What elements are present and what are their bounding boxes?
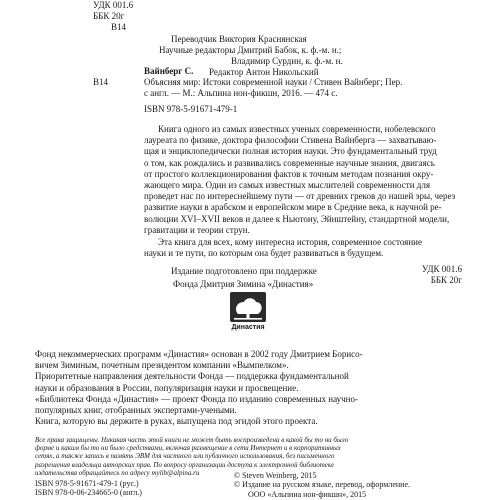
foundation-line: вичем Зиминым, почетным президентом компании «Вымпелком».: [35, 360, 289, 371]
annotation-paragraph-1: [144, 124, 455, 236]
foundation-line: Книга, которую вы держите в руках, выпущена под эгидой этого проекта.: [35, 416, 318, 427]
tree-icon: [224, 292, 272, 322]
logo-label: Династия: [231, 324, 265, 331]
rights-line: Все права защищены. Никакая часть этой книги не может быть воспроизведена в какой бы то ни было: [35, 436, 349, 444]
catalog-author: Вайнберг С.: [144, 66, 194, 76]
bbk-code-right: ББК 20г: [430, 275, 462, 286]
foundation-line: популярных книг, отобранных экспертами-учеными.: [35, 405, 237, 416]
rights-line: сетях, а также запись в память ЭВМ для частного или публичного использования, без письменного: [35, 452, 335, 461]
dynasty-logo: [224, 292, 272, 336]
annotation-line: от простого коллекционирования фактов к точным методам познания окру-: [144, 168, 434, 179]
annotation-line: развитие науки в арабском и европейском мире в Средние века, к научной ре-: [144, 202, 442, 213]
catalog-description-line: Объясняя мир: Истоки современной науки / Стивен Вайнберг; Пер.: [144, 77, 403, 87]
foundation-text: [35, 349, 363, 427]
isbn-english: ISBN 978-0-06-234665-0 (англ.): [35, 488, 142, 498]
rights-line: издательства обращайтесь по адресу mylib@alpina.ru: [35, 468, 200, 477]
bbk-code-top: ББК 20г: [93, 11, 125, 21]
copyright-block: [234, 471, 410, 499]
annotation-line: волюции XVI–XVII веков и далее к Ньютону, Эйнштейну, стандартной модели,: [144, 213, 450, 224]
copyright-line: ООО «Альпина нон-фикшн», 2015: [248, 489, 367, 499]
annotation-line: гравитации и теории струн.: [144, 224, 250, 235]
annotation-line: науки и те пути, по которым она будет развиваться в будущем.: [144, 248, 384, 259]
rights-line: разрешения владельца авторских прав. По вопросу организации доступа к электронной библиотеке: [35, 460, 335, 469]
annotation-line: лауреата по физике, доктора философии Стивена Вайнберга — захватываю-: [144, 135, 437, 146]
foundation-line: науки и образования в России, популяризация науки и просвещение.: [35, 382, 299, 393]
annotation-paragraph-2: [144, 237, 422, 259]
annotation-line: Книга одного из самых известных ученых современности, нобелевского: [158, 124, 436, 134]
annotation-line: проведет нас по интереснейшему пути — от древних греков до нашей эры, через: [144, 191, 456, 202]
science-editors-credit: Научные редакторы Дмитрий Бабок, к. ф.-м. н.;: [159, 45, 342, 55]
editor-credit: Редактор Антон Никольский: [209, 67, 319, 77]
catalog-isbn: ISBN 978-5-91671-479-1: [144, 104, 238, 114]
copyright-line: © Издание на русском языке, перевод, оформление.: [234, 480, 411, 490]
annotation-line: жающего мира. Один из самых известных мыслителей современности для: [144, 180, 430, 191]
author-mark-top: В14: [111, 22, 127, 32]
catalog-description: [144, 77, 402, 99]
copyright-line: © Steven Weinberg, 2015: [234, 471, 317, 480]
foundation-line: «Библиотека Фонда «Династия» — проект Фонда по изданию современных научно-: [35, 393, 358, 404]
catalog-description-line: с англ. — М.: Альпина нон-фикшн, 2016. — 474 с.: [144, 88, 338, 99]
annotation-line: щая и энциклопедически полная история науки. Это фундаментальный труд: [144, 146, 437, 157]
isbn-russian: ISBN 978-5-91671-479-1 (рус.): [35, 479, 139, 488]
annotation-line: Эта книга для всех, кому интересна история, современное состояние: [158, 237, 422, 247]
annotation-line: о том, как рождались и развивались современные научные знания, двигаясь: [144, 157, 435, 168]
support-line-1: Издание подготовлено при поддержке: [171, 266, 317, 276]
udc-code-right: УДК 001.6: [421, 264, 462, 274]
codes-right: [422, 264, 462, 286]
udc-code-top: УДК 001.6: [93, 0, 134, 10]
translator-credit: Переводчик Виктория Краснянская: [171, 34, 307, 44]
science-editor-2-credit: Владимир Сурдин, к. ф.-м. н.: [231, 56, 343, 66]
catalog-code: В14: [93, 77, 109, 87]
isbn-block: [35, 479, 142, 498]
rights-line: форме и каким бы то ни было средствами, включая размещение в сети Интернет и в корпоративных: [35, 444, 341, 453]
foundation-line: Фонд некоммерческих программ «Династия» основан в 2002 году Дмитрием Борисо-: [35, 349, 363, 359]
support-line-2: Фонда Дмитрия Зимина «Династия»: [173, 279, 314, 289]
foundation-line: Приоритетные направления деятельности Фонда — поддержка фундаментальной: [35, 371, 349, 382]
